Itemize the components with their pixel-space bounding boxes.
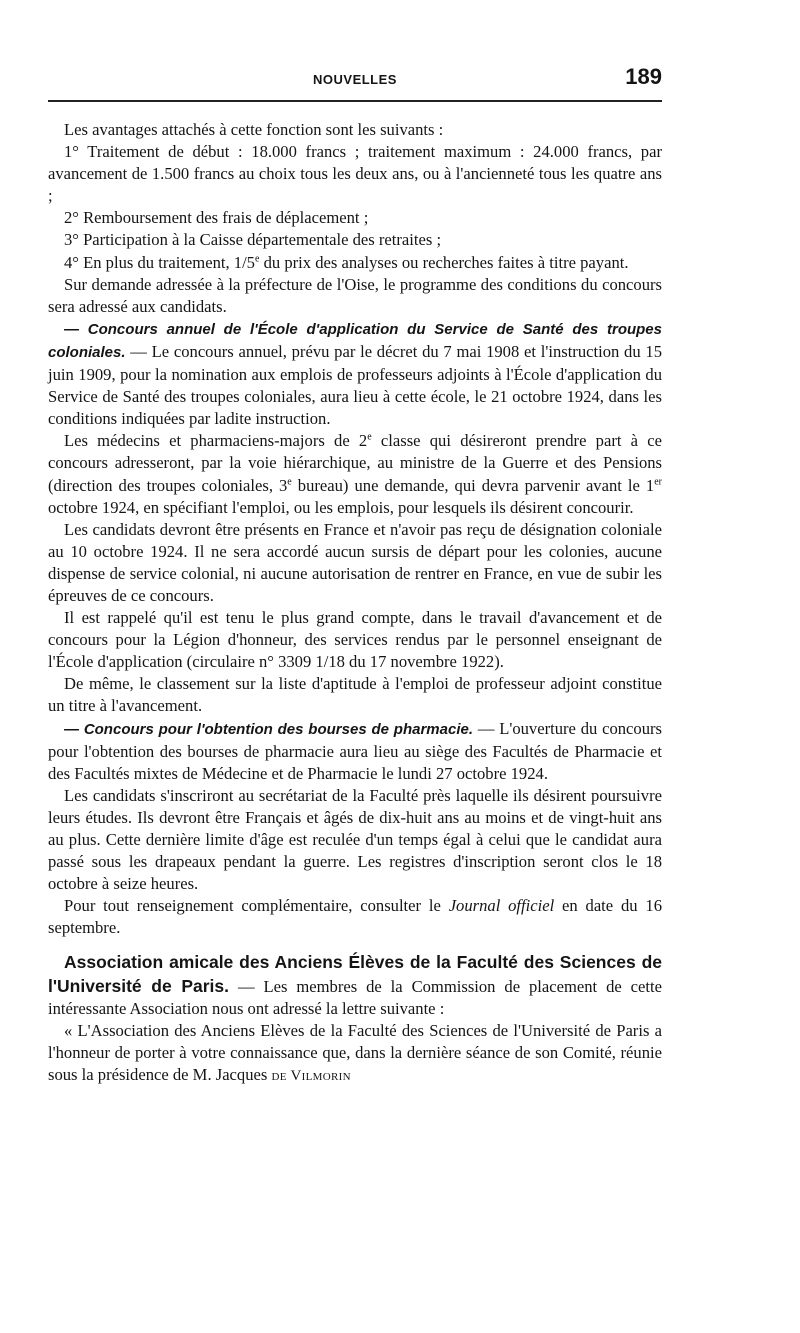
paragraph: De même, le classement sur la liste d'aptitude à l'emploi de professeur adjoint constitue un titre à l'avancement.: [48, 674, 662, 716]
paragraph: Les candidats devront être présents en France et n'avoir pas reçu de désignation coloniale au 10 octobre 1924. Il ne sera accordé aucun sursis de départ pour les colonies, aucune dispense de service colonial, ni aucune autorisation de rentrer en France, en vue de subir les épreuves de ce concours.: [48, 519, 662, 605]
text-run: 4° En plus du traitement, 1/5: [64, 252, 255, 272]
paragraph: [48, 252, 662, 274]
text-run: bureau) une demande, qui devra parvenir avant le 1: [291, 475, 655, 495]
paragraph: [48, 718, 662, 785]
header-rule: [48, 100, 662, 102]
section-lead: — Concours annuel de l'École d'application du Service de Santé des troupes coloniales.: [48, 320, 662, 361]
person-name: de Vilmorin: [271, 1067, 351, 1084]
page-number: 189: [625, 64, 662, 89]
superscript: e: [254, 253, 260, 265]
running-title: NOUVELLES: [313, 72, 397, 87]
article-body: [48, 119, 662, 1087]
text-run: en date du 16 septembre.: [48, 896, 662, 938]
text-run: classe qui désireront prendre part à ce concours adresseront, par la voie hiérarchique, au ministre de la Guerre et des Pensions (direction des troupes coloniales, 3: [48, 431, 663, 495]
paragraph: Les avantages attachés à cette fonction sont les suivants :: [64, 120, 444, 139]
publication-title: Journal officiel: [448, 896, 555, 916]
text-run: Pour tout renseignement complémentaire, consulter le: [64, 896, 449, 916]
paragraph: 2° Remboursement des frais de déplacement ;: [64, 208, 369, 228]
paragraph: [48, 430, 662, 518]
text-run: du prix des analyses ou recherches faites à titre payant.: [259, 252, 629, 272]
paragraph: Les candidats s'inscriront au secrétariat de la Faculté près laquelle ils désirent poursuivre leurs études. Ils devront être Français et âgés de dix-huit ans au moins et de vingt-huit ans au plus. Cette dernière limite d'âge est reculée d'un temps égal à celui que le candidat aura passé sous les drapeaux pendant la guerre. Les registres d'inscription seront clos le 18 octobre à seize heures.: [48, 785, 662, 894]
text-run: « L'Association des Anciens Elèves de la Faculté des Sciences de l'Université de Paris a l'honneur de porter à votre connaissance que, dans la dernière séance de son Comité, réunie sous la présidence de M. Jacques: [48, 1020, 662, 1084]
paragraph: 1° Traitement de début : 18.000 francs ; traitement maximum : 24.000 francs, par avancement de 1.500 francs au choix tous les deux ans, ou à l'ancienneté tous les quatre ans ;: [48, 142, 662, 206]
text-run: Les médecins et pharmaciens-majors de 2: [64, 431, 368, 451]
text-run: — Les membres de la Commission de placement de cette intéressante Association nous ont adressé la lettre suivante :: [48, 976, 662, 1018]
text-run: octobre 1924, en spécifiant l'emploi, ou les emplois, pour lesquels ils désirent concourir.: [48, 497, 634, 517]
superscript: e: [367, 431, 372, 443]
paragraph: Il est rappelé qu'il est tenu le plus grand compte, dans le travail d'avancement et de concours pour la Légion d'honneur, des services rendus par le personnel enseignant de l'École d'application (circulaire n° 3309 1/18 du 17 novembre 1922).: [48, 608, 662, 672]
paragraph: [48, 1020, 662, 1087]
paragraph: [48, 318, 662, 430]
superscript: er: [654, 475, 662, 487]
paragraph: 3° Participation à la Caisse départementale des retraites ;: [64, 230, 442, 250]
paragraph: [48, 951, 662, 1019]
paragraph: Sur demande adressée à la préfecture de l'Oise, le programme des conditions du concours sera adressé aux candidats.: [48, 274, 662, 316]
section-lead: — Concours pour l'obtention des bourses de pharmacie.: [64, 720, 474, 738]
section-heading: Association amicale des Anciens Élèves de la Faculté des Sciences de l'Université de Paris.: [48, 952, 662, 996]
text-run: — Le concours annuel, prévu par le décret du 7 mai 1908 et l'instruction du 15 juin 1909, pour la nomination aux emplois de professeurs adjoints à l'École d'application du Service de Santé des troupes coloniales, aura lieu à cette école, le 21 octobre 1924, dans les conditions indiquées par ladite instruction.: [48, 341, 662, 429]
paragraph: [48, 895, 662, 939]
text-run: — L'ouverture du concours pour l'obtention des bourses de pharmacie aura lieu au siège des Facultés de Pharmacie et des Facultés mixtes de Médecine et de Pharmacie le lundi 27 octobre 1924.: [48, 718, 663, 783]
superscript: e: [287, 475, 292, 487]
page-header: [48, 64, 662, 98]
